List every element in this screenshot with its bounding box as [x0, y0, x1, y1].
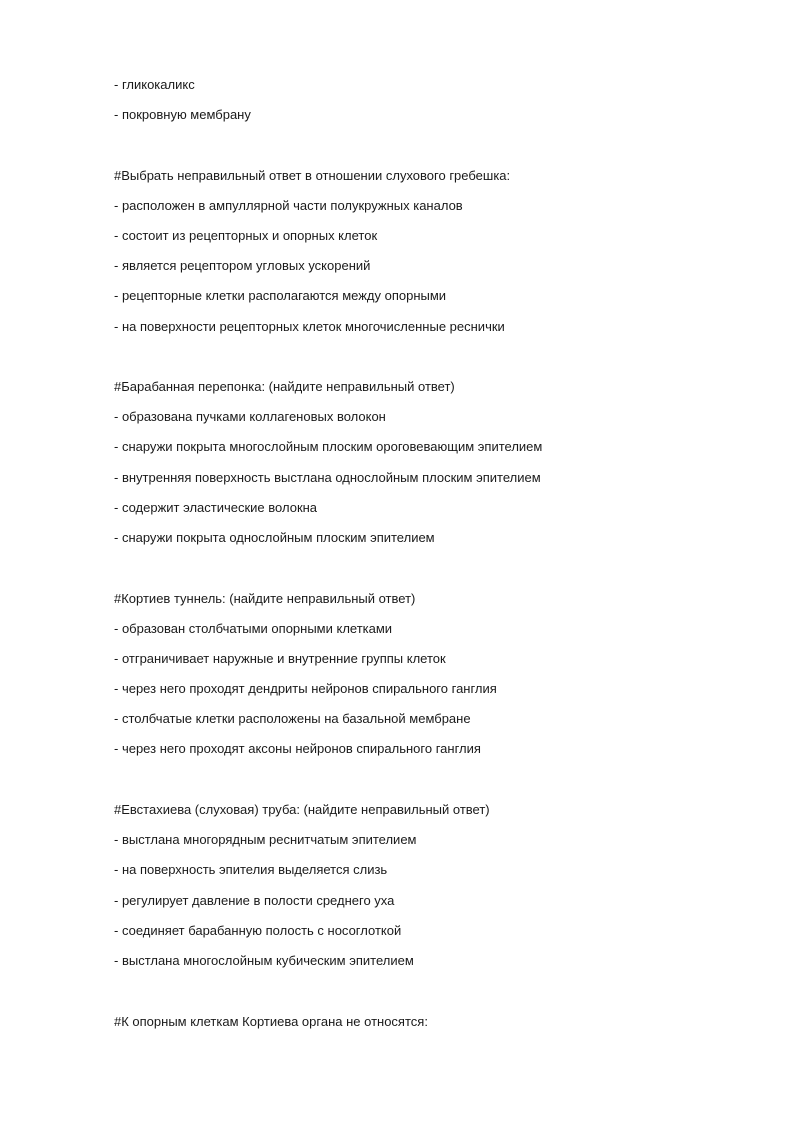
answer-option: - регулирует давление в полости среднего уха — [114, 893, 395, 908]
question-heading: #Евстахиева (слуховая) труба: (найдите неправильный ответ) — [114, 802, 490, 817]
answer-option: - расположен в ампуллярной части полукружных каналов — [114, 198, 463, 213]
answer-option: - образован столбчатыми опорными клетками — [114, 621, 393, 636]
answer-option: - соединяет барабанную полость с носоглоткой — [114, 923, 402, 938]
answer-option: - рецепторные клетки располагаются между опорными — [114, 288, 447, 303]
answer-option: - через него проходят дендриты нейронов спирального ганглия — [114, 681, 497, 696]
answer-option: - покровную мембрану — [114, 107, 251, 122]
answer-option: - состоит из рецепторных и опорных клеток — [114, 228, 378, 243]
question-heading: #К опорным клеткам Кортиева органа не относятся: — [114, 1014, 428, 1029]
answer-option: - гликокаликс — [114, 77, 195, 92]
answer-option: - снаружи покрыта многослойным плоским ороговевающим эпителием — [114, 439, 543, 454]
question-heading: #Барабанная перепонка: (найдите неправильный ответ) — [114, 379, 455, 394]
answer-option: - образована пучками коллагеновых волокон — [114, 409, 386, 424]
answer-option: - столбчатые клетки расположены на базальной мембране — [114, 711, 471, 726]
answer-option: - снаружи покрыта однослойным плоским эпителием — [114, 530, 435, 545]
answer-option: - внутренняя поверхность выстлана однослойным плоским эпителием — [114, 470, 541, 485]
answer-option: - является рецептором угловых ускорений — [114, 258, 371, 273]
answer-option: - выстлана многослойным кубическим эпителием — [114, 953, 414, 968]
answer-option: - через него проходят аксоны нейронов спирального ганглия — [114, 741, 481, 756]
answer-option: - на поверхность эпителия выделяется слизь — [114, 862, 388, 877]
answer-option: - отграничивает наружные и внутренние группы клеток — [114, 651, 446, 666]
answer-option: - выстлана многорядным реснитчатым эпителием — [114, 832, 417, 847]
answer-option: - содержит эластические волокна — [114, 500, 318, 515]
question-heading: #Выбрать неправильный ответ в отношении слухового гребешка: — [114, 168, 511, 183]
answer-option: - на поверхности рецепторных клеток многочисленные реснички — [114, 319, 505, 334]
question-heading: #Кортиев туннель: (найдите неправильный ответ) — [114, 591, 416, 606]
